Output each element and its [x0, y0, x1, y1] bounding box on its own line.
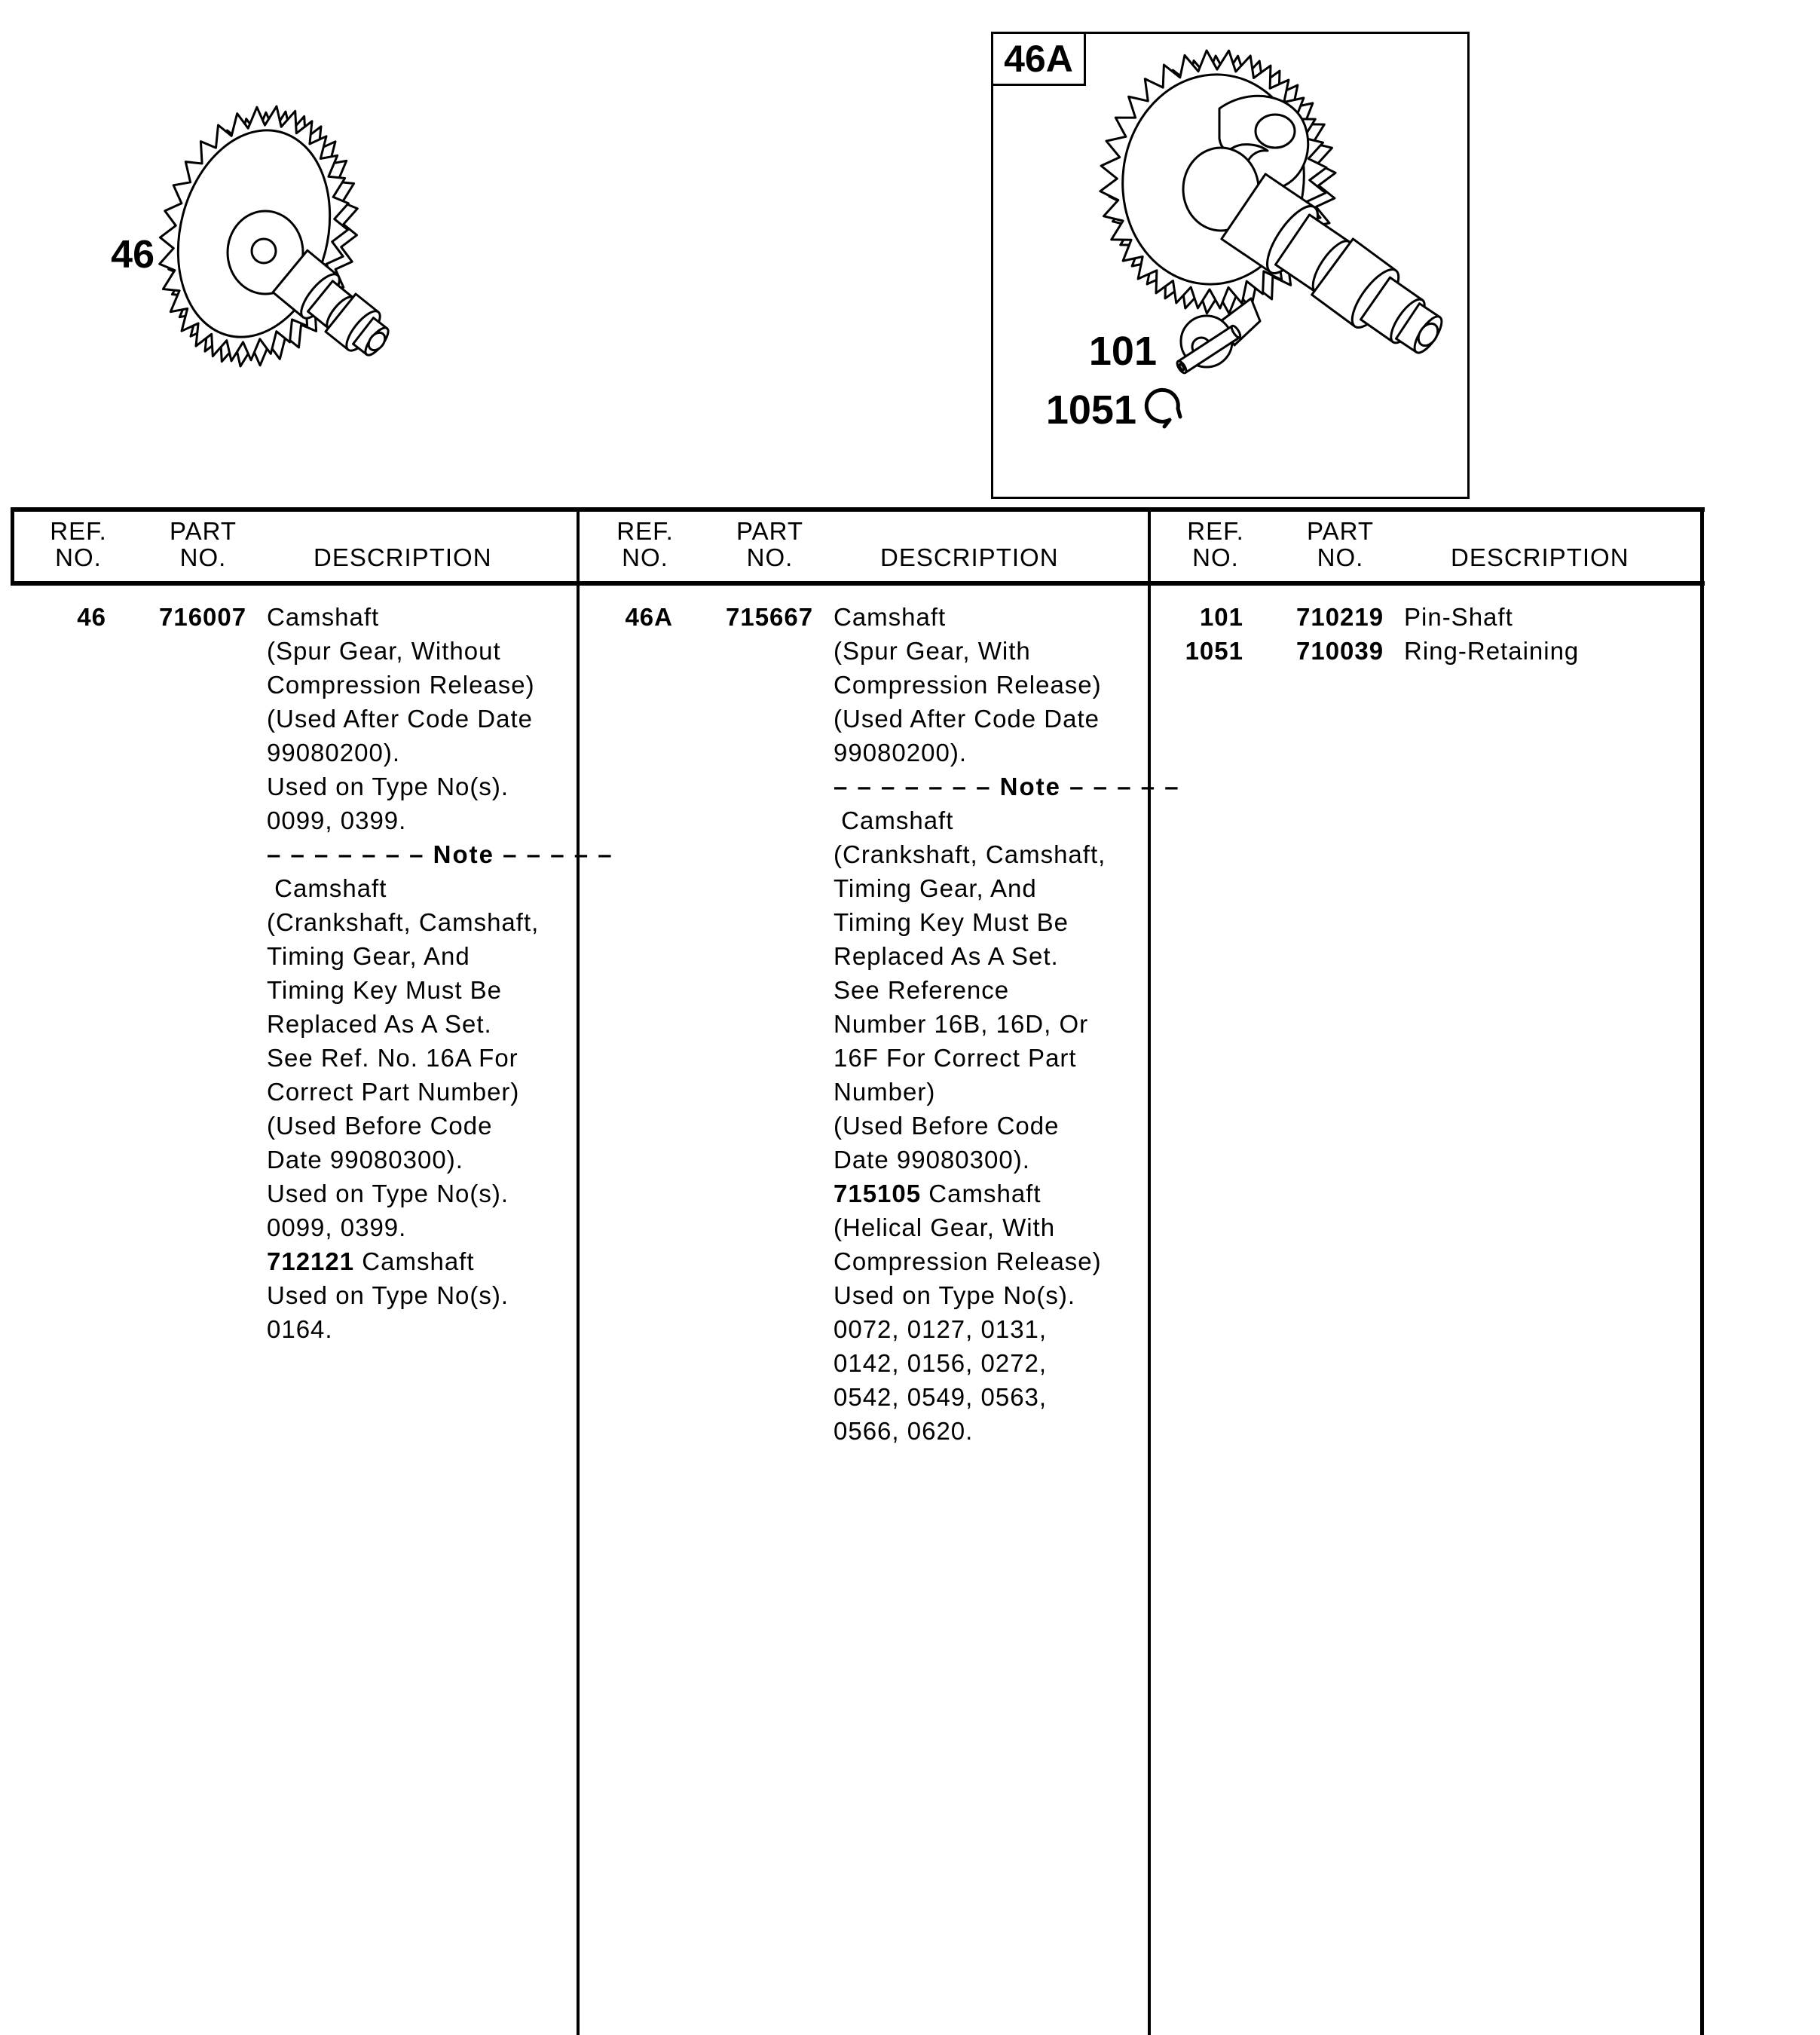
ref-no-value: 101	[1199, 603, 1243, 631]
description-line: Used on Type No(s).	[267, 773, 509, 800]
description-line: See Ref. No. 16A For	[267, 1044, 518, 1072]
description-line: (Helical Gear, With	[834, 1213, 1056, 1241]
description-line: (Used Before Code	[267, 1112, 493, 1140]
header-ref-line1: REF.	[50, 517, 107, 545]
header-part-line2: NO.	[179, 543, 227, 571]
header-part-line1: PART	[170, 517, 237, 545]
figure-46-label: 46	[111, 233, 154, 277]
description-line: 99080200).	[267, 739, 400, 767]
header-ref-line1: REF.	[616, 517, 674, 545]
description-line: Ring-Retaining	[1404, 637, 1580, 665]
description-line: 0072, 0127, 0131,	[834, 1315, 1048, 1343]
camshaft-46-drawing	[151, 72, 392, 373]
note-separator: – – – – – – – Note – – – – –	[267, 840, 613, 868]
table-column-2	[579, 600, 1180, 2035]
description-line: Number 16B, 16D, Or	[834, 1010, 1089, 1038]
description-line: Timing Gear, And	[267, 942, 470, 970]
description-line: (Used After Code Date	[267, 705, 533, 733]
description-line: Used on Type No(s).	[267, 1180, 509, 1207]
description-line: See Reference	[834, 976, 1010, 1004]
part-no-value: 710039	[1296, 637, 1384, 665]
description-line: Replaced As A Set.	[267, 1010, 492, 1038]
description-line: Timing Key Must Be	[834, 908, 1069, 936]
description-line: 16F For Correct Part	[834, 1044, 1077, 1072]
part-no-value: 716007	[159, 603, 247, 631]
description-line: Date 99080300).	[834, 1146, 1030, 1174]
table-right-border	[1700, 507, 1704, 2035]
description-line: Number)	[834, 1078, 936, 1106]
table-left-border	[11, 507, 14, 586]
header-ref-line2: NO.	[55, 543, 102, 571]
header-ref-line1: REF.	[1187, 517, 1244, 545]
description-line: Camshaft	[267, 603, 380, 631]
part-no-value: 710219	[1296, 603, 1384, 631]
description-line: 0164.	[267, 1315, 333, 1343]
inline-part-no: 712121	[267, 1247, 355, 1275]
description-line: 0099, 0399.	[267, 806, 407, 834]
header-description: DESCRIPTION	[314, 543, 492, 571]
description-line: 715105 Camshaft	[834, 1180, 1042, 1207]
table-column-1	[12, 600, 613, 2035]
header-ref-line2: NO.	[1192, 543, 1239, 571]
description-line	[834, 770, 1180, 803]
header-part-line2: NO.	[1317, 543, 1364, 571]
header-ref-line2: NO.	[622, 543, 668, 571]
table-header-rule	[11, 581, 1705, 586]
description-line: (Spur Gear, With	[834, 637, 1031, 665]
header-description: DESCRIPTION	[1451, 543, 1629, 571]
description-line: (Spur Gear, Without	[267, 637, 501, 665]
header-part-line1: PART	[1307, 517, 1374, 545]
part-no-value: 715667	[726, 603, 814, 631]
description-line: Compression Release)	[267, 671, 535, 699]
description-line: Date 99080300).	[267, 1146, 463, 1174]
description-line: 99080200).	[834, 739, 967, 767]
inline-part-no: 715105	[834, 1180, 922, 1207]
description-line: Camshaft	[834, 603, 947, 631]
description-line: Used on Type No(s).	[834, 1281, 1076, 1309]
ref-no-value: 1051	[1185, 637, 1243, 665]
table-column-3	[1149, 600, 1700, 2035]
ref-no-value: 46	[77, 603, 106, 631]
retaining-ring-icon	[1146, 390, 1180, 427]
header-description: DESCRIPTION	[880, 543, 1059, 571]
description-line: Used on Type No(s).	[267, 1281, 509, 1309]
description-line: Camshaft	[267, 874, 387, 902]
description-line: 0142, 0156, 0272,	[834, 1349, 1048, 1377]
note-separator: – – – – – – – Note – – – – –	[834, 773, 1180, 800]
pin-label: 101	[1088, 329, 1157, 374]
description-line: 0099, 0399.	[267, 1213, 407, 1241]
description-line	[267, 837, 613, 871]
description-line: 0542, 0549, 0563,	[834, 1383, 1048, 1411]
description-line: (Crankshaft, Camshaft,	[267, 908, 540, 936]
description-line: (Used After Code Date	[834, 705, 1100, 733]
description-line: Pin-Shaft	[1404, 603, 1513, 631]
description-line: (Crankshaft, Camshaft,	[834, 840, 1106, 868]
description-line: 0566, 0620.	[834, 1417, 974, 1445]
description-line: Timing Gear, And	[834, 874, 1037, 902]
table-top-rule	[11, 507, 1705, 512]
description-line: Replaced As A Set.	[834, 942, 1059, 970]
figure-46a-tag: 46A	[991, 32, 1086, 86]
ring-label: 1051	[1045, 387, 1136, 433]
description-line: Compression Release)	[834, 1247, 1102, 1275]
description-line: (Used Before Code	[834, 1112, 1060, 1140]
header-part-line1: PART	[736, 517, 803, 545]
description-line: Correct Part Number)	[267, 1078, 520, 1106]
description-line: Timing Key Must Be	[267, 976, 503, 1004]
header-part-line2: NO.	[746, 543, 794, 571]
description-line: Compression Release)	[834, 671, 1102, 699]
ref-no-value: 46A	[625, 603, 673, 631]
description-line: Camshaft	[834, 806, 954, 834]
description-line: 712121 Camshaft	[267, 1247, 475, 1275]
